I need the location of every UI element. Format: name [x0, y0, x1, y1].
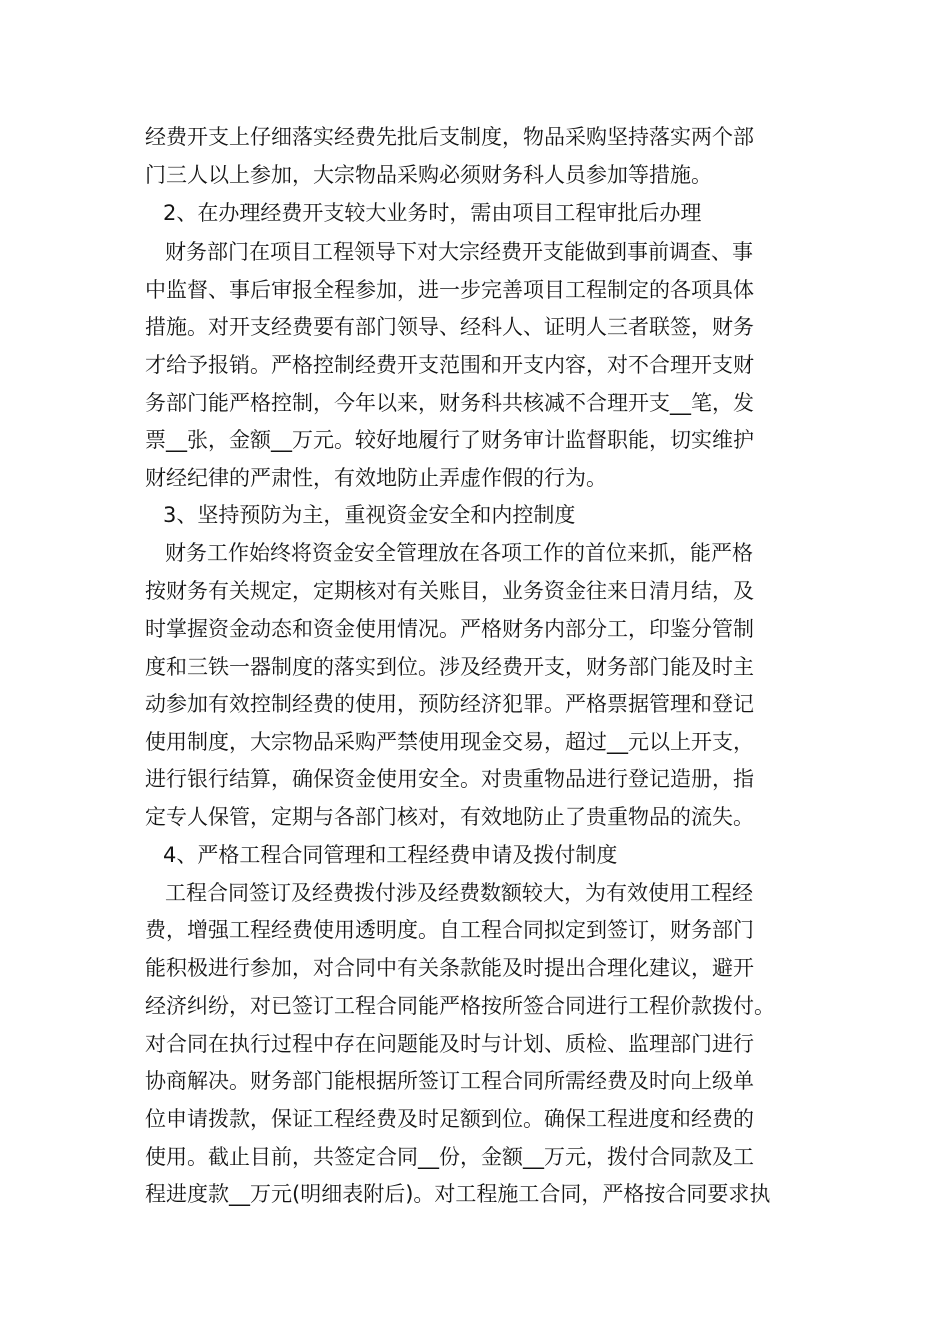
paragraph-line: 时掌握资金动态和资金使用情况。严格财务内部分工，印鉴分管制 — [145, 617, 754, 641]
paragraph-line: 定专人保管，定期与各部门核对，有效地防止了贵重物品的流失。 — [145, 805, 754, 829]
section-heading: 4、严格工程合同管理和工程经费申请及拨付制度 — [163, 843, 618, 867]
paragraph-line: 程进度款__万元(明细表附后)。对工程施工合同，严格按合同要求执 — [145, 1182, 771, 1206]
paragraph-line: 财务工作始终将资金安全管理放在各项工作的首位来抓，能严格 — [165, 541, 753, 565]
paragraph-line: 度和三铁一器制度的落实到位。涉及经费开支，财务部门能及时主 — [145, 655, 754, 679]
paragraph-line: 费，增强工程经费使用透明度。自工程合同拟定到签订，财务部门 — [145, 918, 754, 942]
paragraph-line: 中监督、事后审报全程参加，进一步完善项目工程制定的各项具体 — [145, 278, 754, 302]
paragraph-line: 使用。截止目前，共签定合同__份，金额__万元，拨付合同款及工 — [145, 1145, 754, 1169]
paragraph-line: 务部门能严格控制，今年以来，财务科共核减不合理开支__笔，发 — [145, 391, 754, 415]
paragraph-line: 使用制度，大宗物品采购严禁使用现金交易，超过__元以上开支， — [145, 730, 754, 754]
paragraph-line: 经费开支上仔细落实经费先批后支制度，物品采购坚持落实两个部 — [145, 125, 754, 149]
paragraph-line: 位申请拨款，保证工程经费及时足额到位。确保工程进度和经费的 — [145, 1107, 754, 1131]
section-heading: 3、坚持预防为主，重视资金安全和内控制度 — [163, 503, 576, 527]
paragraph-line: 措施。对开支经费要有部门领导、经科人、证明人三者联签，财务 — [145, 315, 754, 339]
paragraph-line: 进行银行结算，确保资金使用安全。对贵重物品进行登记造册，指 — [145, 767, 754, 791]
paragraph-line: 能积极进行参加，对合同中有关条款能及时提出合理化建议，避开 — [145, 956, 754, 980]
paragraph-line: 工程合同签订及经费拨付涉及经费数额较大，为有效使用工程经 — [165, 881, 753, 905]
paragraph-line: 财务部门在项目工程领导下对大宗经费开支能做到事前调查、事 — [165, 240, 753, 264]
paragraph-line: 门三人以上参加，大宗物品采购必须财务科人员参加等措施。 — [145, 163, 712, 187]
paragraph-line: 对合同在执行过程中存在问题能及时与计划、质检、监理部门进行 — [145, 1032, 754, 1056]
paragraph-line: 按财务有关规定，定期核对有关账目，业务资金往来日清月结，及 — [145, 579, 754, 603]
paragraph-line: 票__张，金额__万元。较好地履行了财务审计监督职能，切实维护 — [145, 428, 754, 452]
paragraph-line: 才给予报销。严格控制经费开支范围和开支内容，对不合理开支财 — [145, 353, 754, 377]
paragraph-line: 协商解决。财务部门能根据所签订工程合同所需经费及时向上级单 — [145, 1069, 754, 1093]
paragraph-line: 动参加有效控制经费的使用，预防经济犯罪。严格票据管理和登记 — [145, 692, 754, 716]
section-heading: 2、在办理经费开支较大业务时，需由项目工程审批后办理 — [163, 201, 702, 225]
paragraph-line: 经济纠纷，对已签订工程合同能严格按所签合同进行工程价款拨付。 — [145, 994, 775, 1018]
paragraph-line: 财经纪律的严肃性，有效地防止弄虚作假的行为。 — [145, 466, 607, 490]
